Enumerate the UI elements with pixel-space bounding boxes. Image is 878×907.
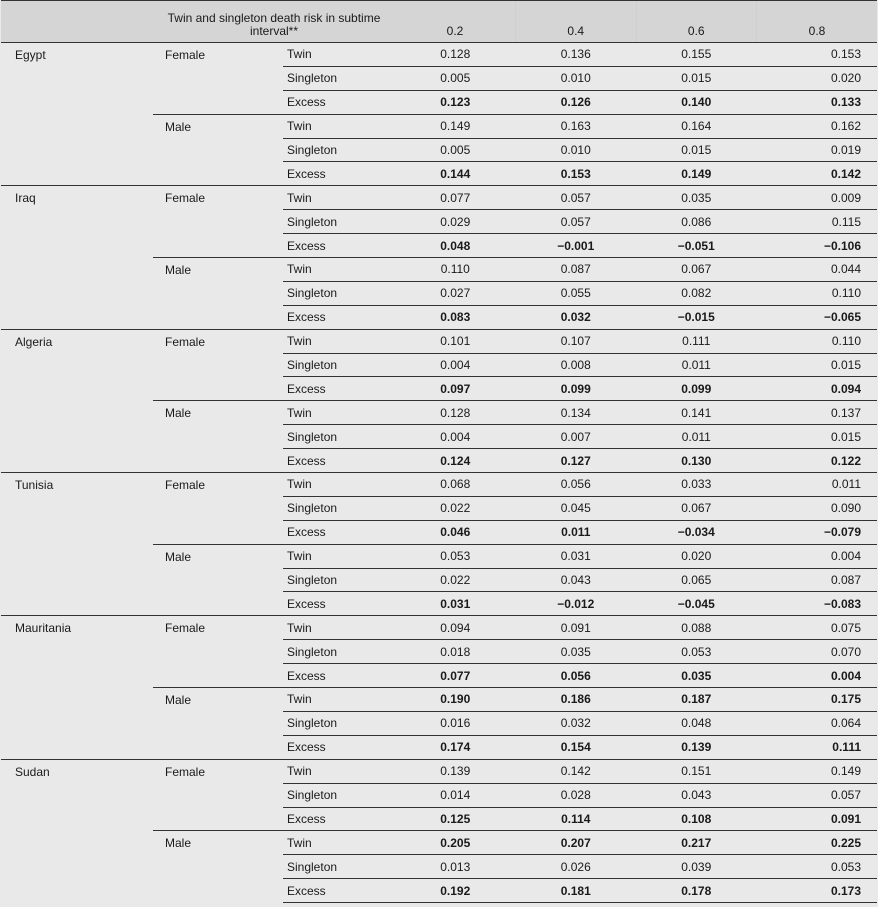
value-cell: 0.136 [516,43,637,67]
value-cell: −0.051 [636,234,757,258]
value-cell: 0.153 [516,162,637,186]
value-cell: 0.091 [757,807,878,831]
value-cell: 0.162 [757,114,878,138]
value-cell: 0.015 [636,138,757,162]
country-label: Egypt [1,43,153,186]
value-cell: 0.088 [636,616,757,640]
value-cell: 0.163 [516,114,637,138]
value-cell: 0.187 [636,688,757,712]
value-cell: 0.181 [516,879,637,903]
value-cell: 0.154 [516,735,637,759]
row-type-label: Excess [283,305,395,329]
value-cell: 0.026 [516,855,637,879]
sex-label: Female [153,329,283,401]
value-cell: 0.094 [757,377,878,401]
row-type-label: Twin [283,831,395,855]
value-cell: 0.004 [395,425,516,449]
value-cell: 0.111 [757,735,878,759]
value-cell: 0.011 [757,473,878,497]
value-cell: 0.099 [636,377,757,401]
value-cell: 0.005 [395,66,516,90]
value-cell: 0.149 [757,759,878,783]
value-cell: 0.107 [516,329,637,353]
value-cell: 0.004 [757,544,878,568]
value-cell: 0.192 [395,879,516,903]
value-cell: 0.127 [516,449,637,473]
row-type-label: Singleton [283,568,395,592]
value-cell: 0.048 [636,711,757,735]
value-cell: 0.011 [636,353,757,377]
value-cell: 0.053 [636,640,757,664]
table-header-row [1,1,877,43]
sex-label: Male [153,544,283,616]
value-cell: 0.137 [757,401,878,425]
value-cell: 0.056 [516,664,637,688]
row-type-label: Singleton [283,210,395,234]
value-cell: 0.027 [395,281,516,305]
value-cell: 0.110 [757,281,878,305]
sex-label: Male [153,258,283,330]
header-col-0-2: 0.2 [395,1,516,43]
value-cell: −0.012 [516,592,637,616]
row-type-label: Twin [283,114,395,138]
value-cell: 0.111 [636,329,757,353]
value-cell: 0.126 [516,90,637,114]
value-cell: 0.046 [395,520,516,544]
header-col-0-4: 0.4 [516,1,637,43]
row-type-label: Singleton [283,66,395,90]
value-cell: 0.028 [516,783,637,807]
value-cell: 0.009 [757,186,878,210]
value-cell: 0.190 [395,688,516,712]
table-body [1,43,877,903]
value-cell: 0.065 [636,568,757,592]
value-cell: 0.125 [395,807,516,831]
value-cell: 0.022 [395,496,516,520]
value-cell: 0.067 [636,496,757,520]
sex-label: Male [153,114,283,186]
row-type-label: Twin [283,688,395,712]
value-cell: 0.153 [757,43,878,67]
value-cell: 0.115 [757,210,878,234]
value-cell: 0.044 [757,258,878,282]
value-cell: 0.130 [636,449,757,473]
row-type-label: Singleton [283,425,395,449]
value-cell: 0.029 [395,210,516,234]
country-label: Sudan [1,759,153,902]
value-cell: 0.015 [636,66,757,90]
header-blank [1,1,153,43]
value-cell: 0.010 [516,138,637,162]
value-cell: 0.075 [757,616,878,640]
value-cell: 0.124 [395,449,516,473]
value-cell: 0.083 [395,305,516,329]
row-type-label: Excess [283,520,395,544]
value-cell: 0.173 [757,879,878,903]
value-cell: 0.110 [395,258,516,282]
table-row [1,759,877,783]
value-cell: 0.094 [395,616,516,640]
row-type-label: Excess [283,162,395,186]
value-cell: 0.070 [757,640,878,664]
value-cell: 0.057 [757,783,878,807]
value-cell: 0.055 [516,281,637,305]
value-cell: 0.010 [516,66,637,90]
table-row [1,473,877,497]
value-cell: 0.016 [395,711,516,735]
value-cell: 0.035 [636,186,757,210]
sex-label: Female [153,43,283,115]
value-cell: 0.142 [757,162,878,186]
value-cell: −0.034 [636,520,757,544]
value-cell: 0.149 [395,114,516,138]
value-cell: −0.079 [757,520,878,544]
value-cell: 0.144 [395,162,516,186]
row-type-label: Excess [283,807,395,831]
value-cell: 0.053 [757,855,878,879]
value-cell: 0.186 [516,688,637,712]
value-cell: 0.139 [395,759,516,783]
value-cell: 0.178 [636,879,757,903]
value-cell: 0.077 [395,186,516,210]
country-label: Mauritania [1,616,153,759]
value-cell: 0.114 [516,807,637,831]
value-cell: 0.128 [395,43,516,67]
sex-label: Female [153,759,283,831]
value-cell: 0.174 [395,735,516,759]
value-cell: 0.031 [516,544,637,568]
sex-label: Male [153,688,283,760]
value-cell: 0.019 [757,138,878,162]
value-cell: 0.048 [395,234,516,258]
value-cell: 0.141 [636,401,757,425]
value-cell: 0.056 [516,473,637,497]
value-cell: 0.035 [516,640,637,664]
row-type-label: Excess [283,377,395,401]
table-row [1,616,877,640]
value-cell: 0.110 [757,329,878,353]
value-cell: 0.164 [636,114,757,138]
value-cell: 0.031 [395,592,516,616]
value-cell: 0.033 [636,473,757,497]
value-cell: 0.155 [636,43,757,67]
value-cell: 0.015 [757,353,878,377]
row-type-label: Singleton [283,855,395,879]
value-cell: 0.128 [395,401,516,425]
value-cell: −0.065 [757,305,878,329]
value-cell: 0.039 [636,855,757,879]
header-title: Twin and singleton death risk in subtime interval** [153,1,395,43]
value-cell: 0.032 [516,711,637,735]
value-cell: 0.013 [395,855,516,879]
value-cell: 0.077 [395,664,516,688]
value-cell: −0.083 [757,592,878,616]
value-cell: 0.207 [516,831,637,855]
row-type-label: Excess [283,234,395,258]
row-type-label: Singleton [283,138,395,162]
row-type-label: Twin [283,329,395,353]
value-cell: −0.015 [636,305,757,329]
row-type-label: Singleton [283,640,395,664]
row-type-label: Excess [283,879,395,903]
row-type-label: Singleton [283,281,395,305]
value-cell: 0.045 [516,496,637,520]
value-cell: 0.101 [395,329,516,353]
value-cell: 0.011 [636,425,757,449]
value-cell: −0.045 [636,592,757,616]
value-cell: 0.057 [516,210,637,234]
value-cell: 0.123 [395,90,516,114]
value-cell: 0.014 [395,783,516,807]
value-cell: 0.099 [516,377,637,401]
row-type-label: Excess [283,735,395,759]
sex-label: Female [153,616,283,688]
row-type-label: Excess [283,592,395,616]
row-type-label: Singleton [283,496,395,520]
value-cell: 0.122 [757,449,878,473]
value-cell: 0.082 [636,281,757,305]
value-cell: 0.108 [636,807,757,831]
value-cell: 0.053 [395,544,516,568]
value-cell: 0.225 [757,831,878,855]
row-type-label: Excess [283,664,395,688]
header-col-0-6: 0.6 [636,1,757,43]
value-cell: 0.175 [757,688,878,712]
row-type-label: Singleton [283,711,395,735]
table-row [1,43,877,67]
value-cell: 0.087 [757,568,878,592]
value-cell: 0.068 [395,473,516,497]
row-type-label: Excess [283,90,395,114]
row-type-label: Singleton [283,783,395,807]
value-cell: 0.151 [636,759,757,783]
sex-label: Female [153,473,283,545]
value-cell: 0.005 [395,138,516,162]
row-type-label: Twin [283,616,395,640]
value-cell: 0.043 [516,568,637,592]
value-cell: 0.097 [395,377,516,401]
table-row [1,186,877,210]
value-cell: 0.086 [636,210,757,234]
value-cell: 0.035 [636,664,757,688]
row-type-label: Twin [283,759,395,783]
value-cell: 0.217 [636,831,757,855]
value-cell: 0.142 [516,759,637,783]
value-cell: 0.022 [395,568,516,592]
value-cell: 0.091 [516,616,637,640]
value-cell: 0.020 [636,544,757,568]
row-type-label: Twin [283,43,395,67]
value-cell: 0.015 [757,425,878,449]
value-cell: 0.008 [516,353,637,377]
row-type-label: Twin [283,258,395,282]
value-cell: 0.133 [757,90,878,114]
header-col-0-8: 0.8 [757,1,878,43]
value-cell: 0.067 [636,258,757,282]
row-type-label: Twin [283,401,395,425]
sex-label: Male [153,401,283,473]
value-cell: 0.020 [757,66,878,90]
value-cell: 0.032 [516,305,637,329]
country-label: Algeria [1,329,153,472]
value-cell: 0.057 [516,186,637,210]
value-cell: 0.139 [636,735,757,759]
table-row [1,329,877,353]
country-label: Tunisia [1,473,153,616]
value-cell: 0.149 [636,162,757,186]
row-type-label: Twin [283,473,395,497]
row-type-label: Excess [283,449,395,473]
value-cell: 0.004 [757,664,878,688]
country-label: Iraq [1,186,153,329]
value-cell: −0.001 [516,234,637,258]
death-risk-table [1,0,877,903]
value-cell: 0.011 [516,520,637,544]
row-type-label: Singleton [283,353,395,377]
value-cell: 0.018 [395,640,516,664]
value-cell: 0.140 [636,90,757,114]
value-cell: 0.205 [395,831,516,855]
value-cell: 0.004 [395,353,516,377]
row-type-label: Twin [283,544,395,568]
row-type-label: Twin [283,186,395,210]
value-cell: −0.106 [757,234,878,258]
value-cell: 0.090 [757,496,878,520]
sex-label: Female [153,186,283,258]
value-cell: 0.064 [757,711,878,735]
value-cell: 0.134 [516,401,637,425]
value-cell: 0.007 [516,425,637,449]
sex-label: Male [153,831,283,903]
value-cell: 0.043 [636,783,757,807]
value-cell: 0.087 [516,258,637,282]
